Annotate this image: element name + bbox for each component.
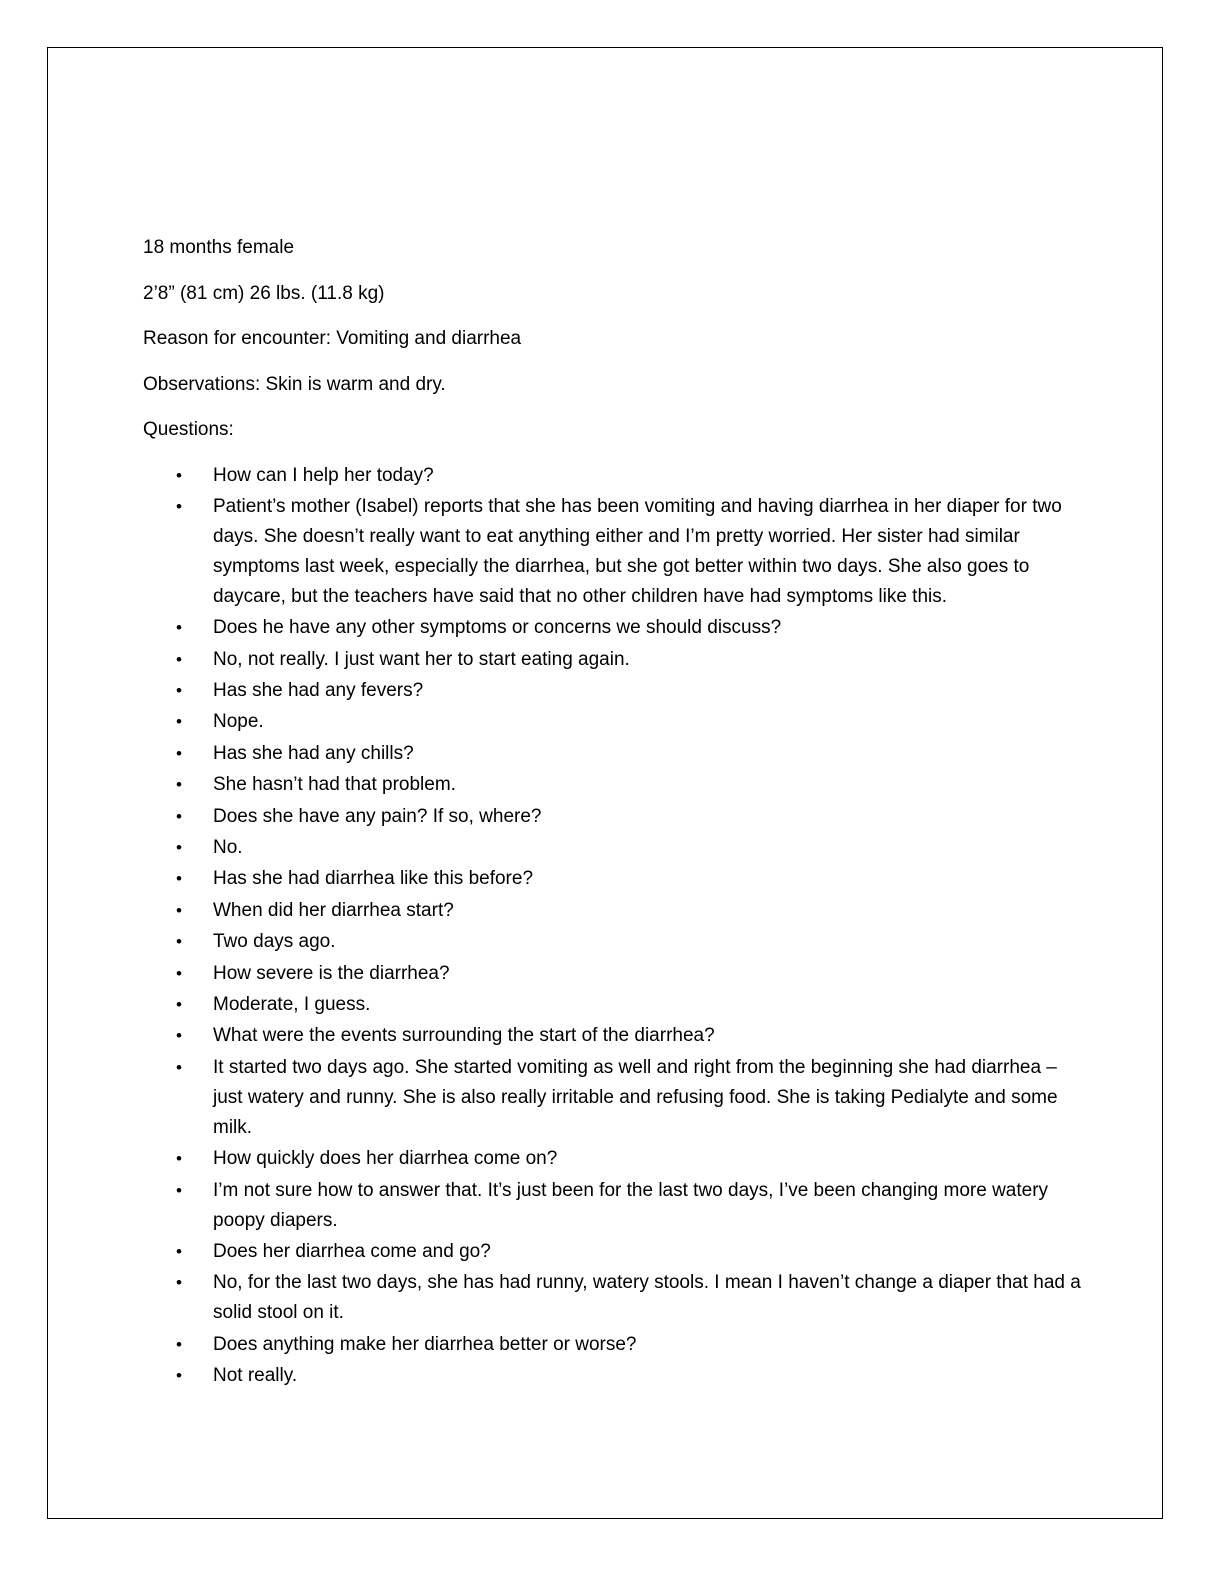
list-item-text: No. [213,837,243,859]
list-item-text: Does her diarrhea come and go? [213,1240,491,1262]
bullet-icon: • [176,1057,182,1077]
list-item [143,1176,1083,1236]
list-item [143,959,1083,989]
bullet-icon: • [176,1241,182,1261]
bullet-icon: • [176,1149,182,1169]
list-item-text: How can I help her today? [213,464,434,486]
bullet-icon: • [176,649,182,669]
bullet-icon: • [176,775,182,795]
bullet-icon: • [176,712,182,732]
bullet-icon: • [176,932,182,952]
qa-list [143,461,1083,1392]
bullet-icon: • [176,1180,182,1200]
list-item-text: Does she have any pain? If so, where? [213,805,542,827]
list-item-text: How severe is the diarrhea? [213,962,450,984]
list-item [143,739,1083,769]
bullet-icon: • [176,806,182,826]
bullet-icon: • [176,1334,182,1354]
list-item-text: I’m not sure how to answer that. It’s just been for the last two days, I’ve been changing more watery poopy diapers. [213,1179,1049,1231]
list-item [143,1053,1083,1143]
bullet-icon: • [176,1366,182,1386]
list-item [143,802,1083,832]
bullet-icon: • [176,496,182,516]
list-item-text: No, not really. I just want her to start eating again. [213,648,630,670]
list-item-text: Does he have any other symptoms or concerns we should discuss? [213,617,782,639]
list-item-text: Does anything make her diarrhea better or worse? [213,1333,637,1355]
bullet-icon: • [176,1026,182,1046]
list-item [143,707,1083,737]
list-item-text: Not really. [213,1365,298,1387]
observations: Observations: Skin is warm and dry. [143,373,446,395]
list-item [143,492,1083,612]
questions-heading: Questions: [143,419,234,440]
bullet-icon: • [176,681,182,701]
list-item-text: She hasn’t had that problem. [213,774,456,796]
list-item-text: Has she had diarrhea like this before? [213,868,534,890]
bullet-icon: • [176,963,182,983]
list-item-text: When did her diarrhea start? [213,899,454,921]
bullet-icon: • [176,869,182,889]
bullet-icon: • [176,994,182,1014]
bullet-icon: • [176,465,182,485]
bullet-icon: • [176,618,182,638]
patient-measurements: 2’8” (81 cm) 26 lbs. (11.8 kg) [143,282,385,304]
list-item [143,927,1083,957]
patient-age-sex: 18 months female [143,237,295,258]
list-item [143,461,1083,491]
bullet-icon: • [176,900,182,920]
list-item-text: It started two days ago. She started vomiting as well and right from the beginning she had diarrhea – just watery and runny. She is also really irritable and refusing food. She is taking Pedialyte and some milk. [213,1056,1058,1138]
bullet-icon: • [176,743,182,763]
list-item [143,1144,1083,1174]
list-item-text: No, for the last two days, she has had runny, watery stools. I mean I haven’t change a diaper that had a solid stool on it. [213,1272,1081,1324]
list-item [143,1361,1083,1391]
list-item-text: Has she had any fevers? [213,680,424,702]
document-body [143,233,1083,1392]
bullet-icon: • [176,838,182,858]
list-item-text: Two days ago. [213,931,336,953]
list-item [143,1237,1083,1267]
reason-for-encounter: Reason for encounter: Vomiting and diarrhea [143,328,522,349]
list-item [143,770,1083,800]
list-item-text: What were the events surrounding the start of the diarrhea? [213,1025,715,1047]
list-item-text: Nope. [213,711,264,733]
list-item-text: Moderate, I guess. [213,993,371,1015]
list-item [143,613,1083,643]
list-item [143,1021,1083,1051]
list-item [143,1330,1083,1360]
bullet-icon: • [176,1273,182,1293]
list-item [143,645,1083,675]
list-item-text: How quickly does her diarrhea come on? [213,1148,558,1170]
list-item [143,896,1083,926]
list-item-text: Patient’s mother (Isabel) reports that she has been vomiting and having diarrhea in her diaper for two days. She doesn’t really want to eat anything either and I’m pretty worried. Her sister had similar symptoms last week, especially the diarrhea, but she got better within two days. She also goes to daycare, but the teachers have said that no other children have had symptoms like this. [213,495,1062,607]
list-item [143,990,1083,1020]
list-item [143,1268,1083,1328]
list-item [143,864,1083,894]
list-item [143,676,1083,706]
list-item-text: Has she had any chills? [213,742,414,764]
list-item [143,833,1083,863]
